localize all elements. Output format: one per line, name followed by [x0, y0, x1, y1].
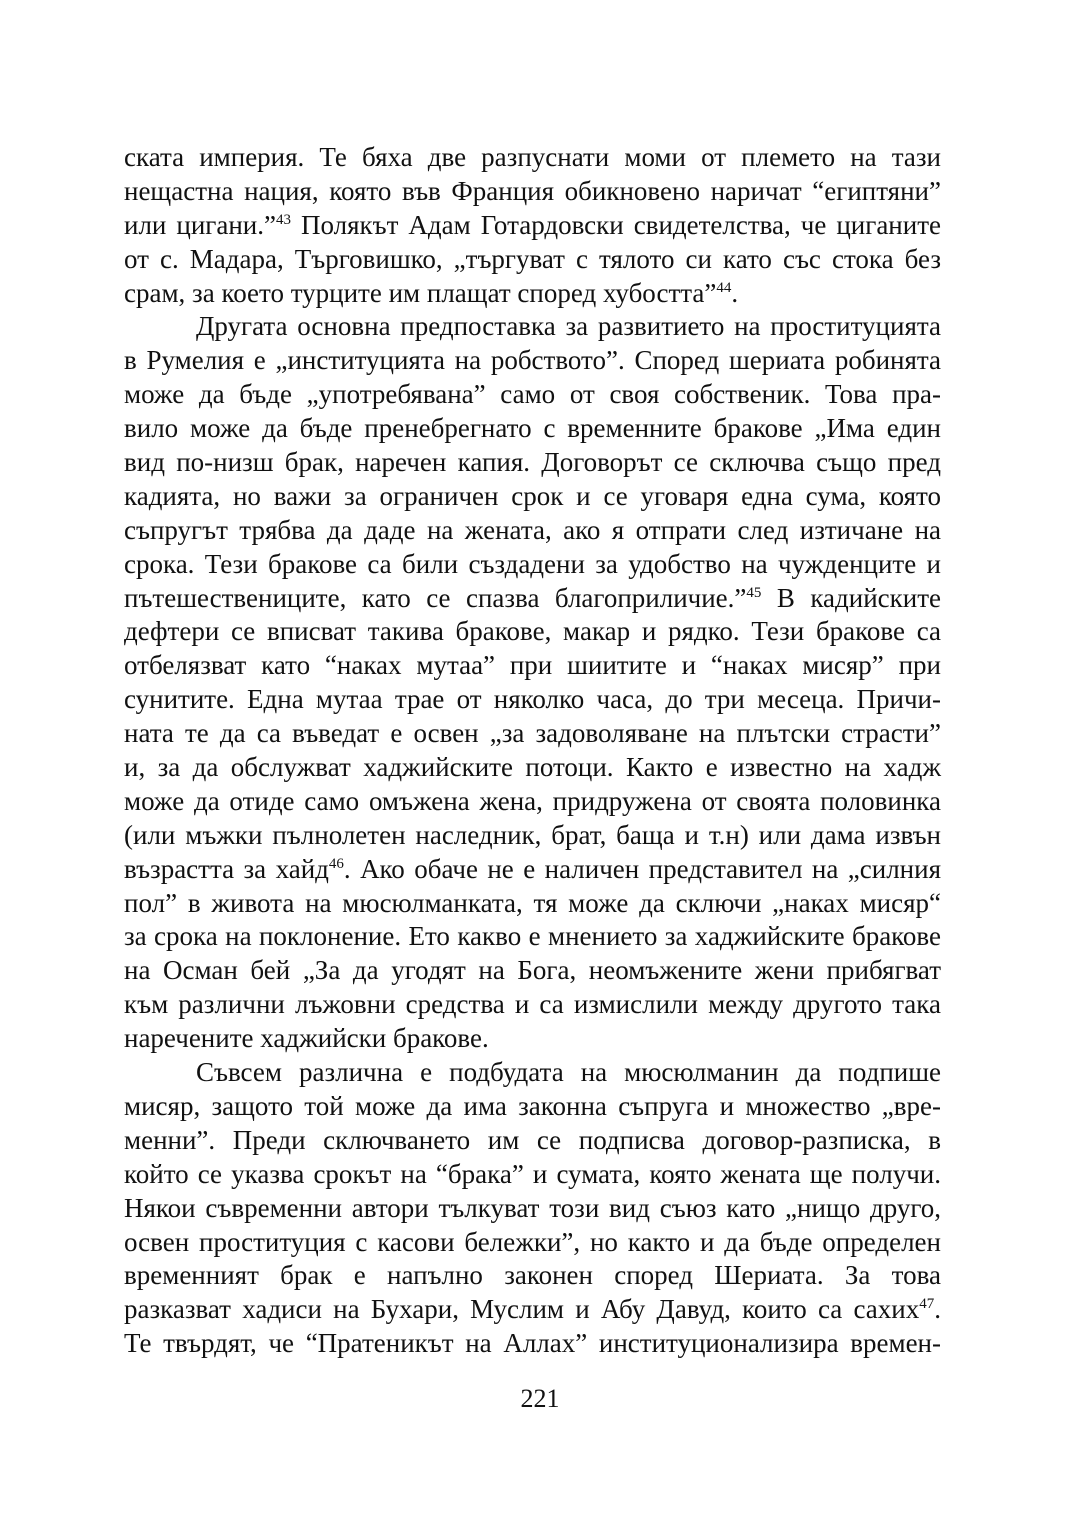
text-line: [124, 548, 941, 582]
text-line: [124, 209, 941, 243]
text-segment: или цигани.”: [124, 209, 276, 240]
text-line: [124, 887, 941, 921]
text-line: [124, 988, 941, 1022]
text-line: [124, 1158, 941, 1192]
text-line: [124, 615, 941, 649]
text-segment: към различни лъжовни средства и са измислили между другото така: [124, 989, 941, 1020]
text-line: [124, 378, 941, 412]
footnote-reference: 45: [746, 584, 762, 601]
text-segment: .: [731, 277, 739, 308]
text-segment: кадията, но важи за ограничен срок и се уговаря една сума, която: [124, 480, 941, 511]
text-line: [124, 954, 941, 988]
text-segment: пол” в живота на мюсюлманката, тя може да сключи „наках мисяр“: [124, 887, 941, 918]
text-line: [124, 785, 941, 819]
footnote-reference: 46: [328, 855, 344, 872]
text-line: [124, 1090, 941, 1124]
text-segment: за срока на поклонение. Ето какво е мнението за хаджийските бракове: [124, 921, 941, 952]
text-line: [124, 717, 941, 751]
text-line: [124, 1192, 941, 1226]
text-line: [124, 683, 941, 717]
text-line: [124, 310, 941, 344]
text-segment: Някои съвременни автори тълкуват този вид съюз като „нищо друго,: [124, 1192, 941, 1223]
text-line: [124, 1226, 941, 1260]
text-line: [124, 819, 941, 853]
text-line: [124, 446, 941, 480]
text-segment: .: [934, 1294, 941, 1325]
text-line: [124, 1124, 941, 1158]
footnote-reference: 47: [919, 1296, 935, 1313]
text-segment: менни”. Преди сключването им се подписва договор-разписка, в: [124, 1124, 941, 1155]
text-segment: временният брак е напълно законен според Шериата. За това: [124, 1260, 941, 1291]
text-segment: ската империя. Те бяха две разпуснати моми от племето на тази: [124, 142, 941, 172]
text-line: [124, 853, 941, 887]
text-line: [124, 920, 941, 954]
text-segment: в Румелия е „институцията на робството”. Според шериата робинята: [124, 345, 941, 376]
text-segment: ната те да са въведат е освен „за задоволяване на плътски страсти”: [124, 718, 941, 749]
text-segment: срам, за което турците им плащат според хубостта”: [124, 277, 717, 308]
text-line: [124, 1056, 941, 1090]
text-segment: съпругът трябва да даде на жената, ако я отпрати след изтичане на: [124, 514, 941, 545]
body-text: [124, 141, 941, 1361]
text-segment: сунитите. Една мутаа трае от няколко часа, до три месеца. Причи-: [124, 684, 941, 715]
text-segment: на Осман бей „За да угодят на Бога, неомъжените жени прибягват: [124, 955, 941, 986]
text-line: [124, 277, 941, 311]
text-segment: от с. Мадара, Търговишко, „търгуват с тялото си като със стока без: [124, 243, 941, 274]
text-line: [124, 175, 941, 209]
text-segment: Те твърдят, че “Пратеникът на Аллах” институционализира времен-: [124, 1328, 941, 1359]
page-number: 221: [520, 1384, 560, 1413]
text-line: [124, 1327, 941, 1361]
text-segment: дефтери се вписват такива бракове, макар и рядко. Тези бракове са: [124, 616, 941, 647]
text-segment: Полякът Адам Готардовски свидетелства, че циганите: [290, 209, 941, 240]
text-line: [124, 649, 941, 683]
text-segment: възрастта за хайд: [124, 853, 329, 884]
text-line: [124, 480, 941, 514]
text-segment: (или мъжки пълнолетен наследник, брат, баща и т.н) или дама извън: [124, 819, 941, 850]
text-segment: освен проституция с касови бележки”, но както и да бъде определен: [124, 1226, 941, 1257]
text-line: [124, 412, 941, 446]
text-segment: отбелязват като “наках мутаа” при шиитите и “наках мисяр” при: [124, 650, 941, 681]
text-segment: . Ако обаче не е наличен представител на „силния: [343, 853, 941, 884]
text-segment: и, за да обслужват хаджийските потоци. Както е известно на хадж: [124, 752, 941, 783]
text-segment: пътешествениците, като се спазва благоприличие.”: [124, 582, 747, 613]
text-segment: разказват хадиси на Бухари, Муслим и Абу Давуд, които са сахих: [124, 1294, 920, 1325]
text-line: [124, 751, 941, 785]
text-line: [124, 344, 941, 378]
text-segment: нещастна нация, която във Франция обикновено наричат “египтяни”: [124, 175, 941, 206]
text-segment: В кадийските: [761, 582, 941, 613]
text-segment: мисяр, защото той може да има законна съпруга и множество „вре-: [124, 1090, 941, 1121]
text-segment: срока. Тези бракове са били създадени за удобство на чужденците и: [124, 548, 941, 579]
text-segment: вид по-низш брак, наречен капия. Договорът се сключва също пред: [124, 447, 941, 478]
text-segment: вило може да бъде пренебрегнато с временните бракове „Има един: [124, 413, 941, 444]
text-segment: наречените хаджийски бракове.: [124, 1023, 489, 1054]
text-line: [124, 1022, 941, 1056]
text-segment: който се указва срокът на “брака” и сумата, която жената ще получи.: [124, 1158, 941, 1189]
footnote-reference: 44: [716, 279, 732, 296]
text-segment: Съвсем различна е подбудата на мюсюлманин да подпише: [196, 1057, 941, 1088]
text-line: [124, 141, 941, 175]
text-segment: Другата основна предпоставка за развитието на проституцията: [196, 311, 941, 342]
text-line: [124, 1293, 941, 1327]
text-line: [124, 514, 941, 548]
text-line: [124, 243, 941, 277]
footnote-reference: 43: [275, 211, 291, 228]
text-line: [124, 582, 941, 616]
text-segment: може да бъде „употребявана” само от своя собственик. Това пра-: [124, 379, 941, 410]
text-segment: може да отиде само омъжена жена, придружена от своята половинка: [124, 785, 941, 816]
text-line: [124, 1259, 941, 1293]
